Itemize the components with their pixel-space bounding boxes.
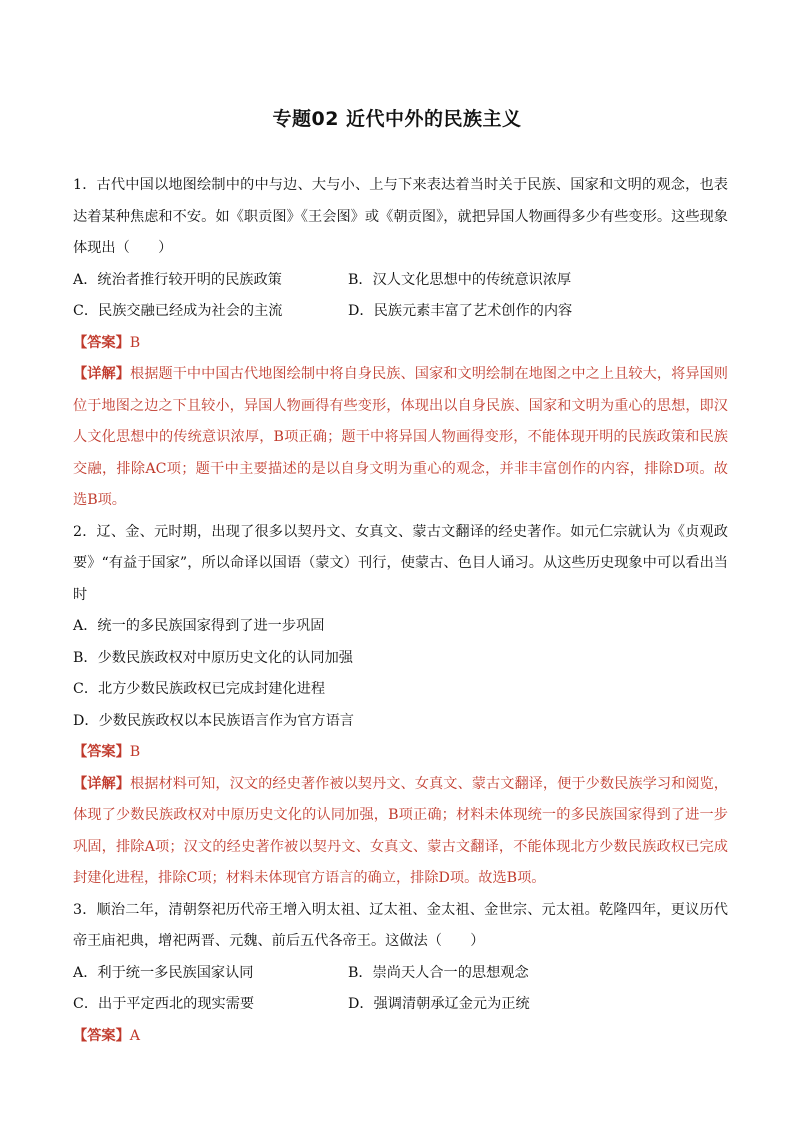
option-d: D．强调清朝承辽金元为正统: [348, 996, 530, 1012]
answer-line: [73, 1021, 728, 1053]
option-d: D．民族元素丰富了艺术创作的内容: [348, 303, 573, 319]
document-title: 专题02 近代中外的民族主义: [272, 108, 522, 130]
option-row: [73, 958, 728, 990]
answer-value: B: [129, 334, 141, 351]
answer-label: 【答案】: [73, 334, 130, 351]
detail-paragraph: [73, 359, 728, 517]
question-stem: 2．辽、金、元时期，出现了很多以契丹文、女真文、蒙古文翻译的经史著作。如元仁宗就认为《贞观政要》“有益于国家”，所以命译以国语（蒙文）刊行，使蒙古、色目人诵习。从这些历史现象中可以看出当时: [73, 523, 728, 603]
option-c: C．民族交融已经成为社会的主流: [73, 303, 283, 319]
option-b: B．汉人文化思想中的传统意识浓厚: [348, 271, 572, 288]
answer-line: [73, 737, 728, 769]
answer-value: A: [129, 1027, 141, 1044]
detail-label: 【详解】: [73, 366, 130, 382]
answer-label: 【答案】: [73, 744, 130, 760]
question-stem: 3．顺治二年，清朝祭祀历代帝王增入明太祖、辽太祖、金太祖、金世宗、元太祖。乾隆四年，更议历代帝王庙祀典，增祀两晋、元魏、前后五代各帝王。这做法（ ）: [73, 901, 728, 949]
option-b: B．崇尚天人合一的思想观念: [348, 964, 529, 981]
option-a: A．统一的多民族国家得到了进一步巩固: [73, 618, 325, 634]
option-d: D．少数民族政权以本民族语言作为官方语言: [73, 712, 354, 729]
detail-label: 【详解】: [73, 775, 130, 792]
detail-text: 根据题干中中国古代地图绘制中将自身民族、国家和文明绘制在地图之中之上且较大，将异国则位于地图之边之下且较小，异国人物画得有些变形，体现出以自身民族、国家和文明为重心的思想，即汉人文化思想中的传统意识浓厚，B项正确；题干中将异国人物画得变形，不能体现开明的民族政策和民族交融，排除AC项；题干中主要描述的是以自身文明为重心的观念，并非丰富创作的内容，排除D项。故选B项。: [73, 366, 728, 508]
option-row: [73, 296, 728, 328]
option-c: C．北方少数民族政权已完成封建化进程: [73, 681, 326, 697]
detail-paragraph: [73, 769, 728, 895]
question-stem: 1．古代中国以地图绘制中的中与边、大与小、上与下来表达着当时关于民族、国家和文明的观念，也表达着某种焦虑和不安。如《职贡图》《王会图》或《朝贡图》，就把异国人物画得多少有些变形。这些现象体现出（ ）: [73, 177, 728, 256]
answer-line: [73, 328, 728, 360]
detail-text: 根据材料可知，汉文的经史著作被以契丹文、女真文、蒙古文翻译，便于少数民族学习和阅览，体现了少数民族政权对中原历史文化的认同加强，B项正确；材料未体现统一的多民族国家得到了进一步巩固，排除A项；汉文的经史著作被以契丹文、女真文、蒙古文翻译，不能体现北方少数民族政权已完成封建化进程，排除C项；材料未体现官方语言的确立，排除D项。故选B项。: [73, 775, 728, 886]
option-row: [73, 989, 728, 1021]
option-row: [73, 265, 728, 297]
option-a: A．统治者推行较开明的民族政策: [73, 271, 282, 288]
document-content: [73, 170, 728, 1052]
answer-label: 【答案】: [73, 1027, 130, 1044]
answer-value: B: [129, 744, 141, 760]
option-b: B．少数民族政权对中原历史文化的认同加强: [73, 649, 353, 666]
option-c: C．出于平定西北的现实需要: [73, 996, 255, 1012]
option-a: A．利于统一多民族国家认同: [73, 964, 254, 981]
